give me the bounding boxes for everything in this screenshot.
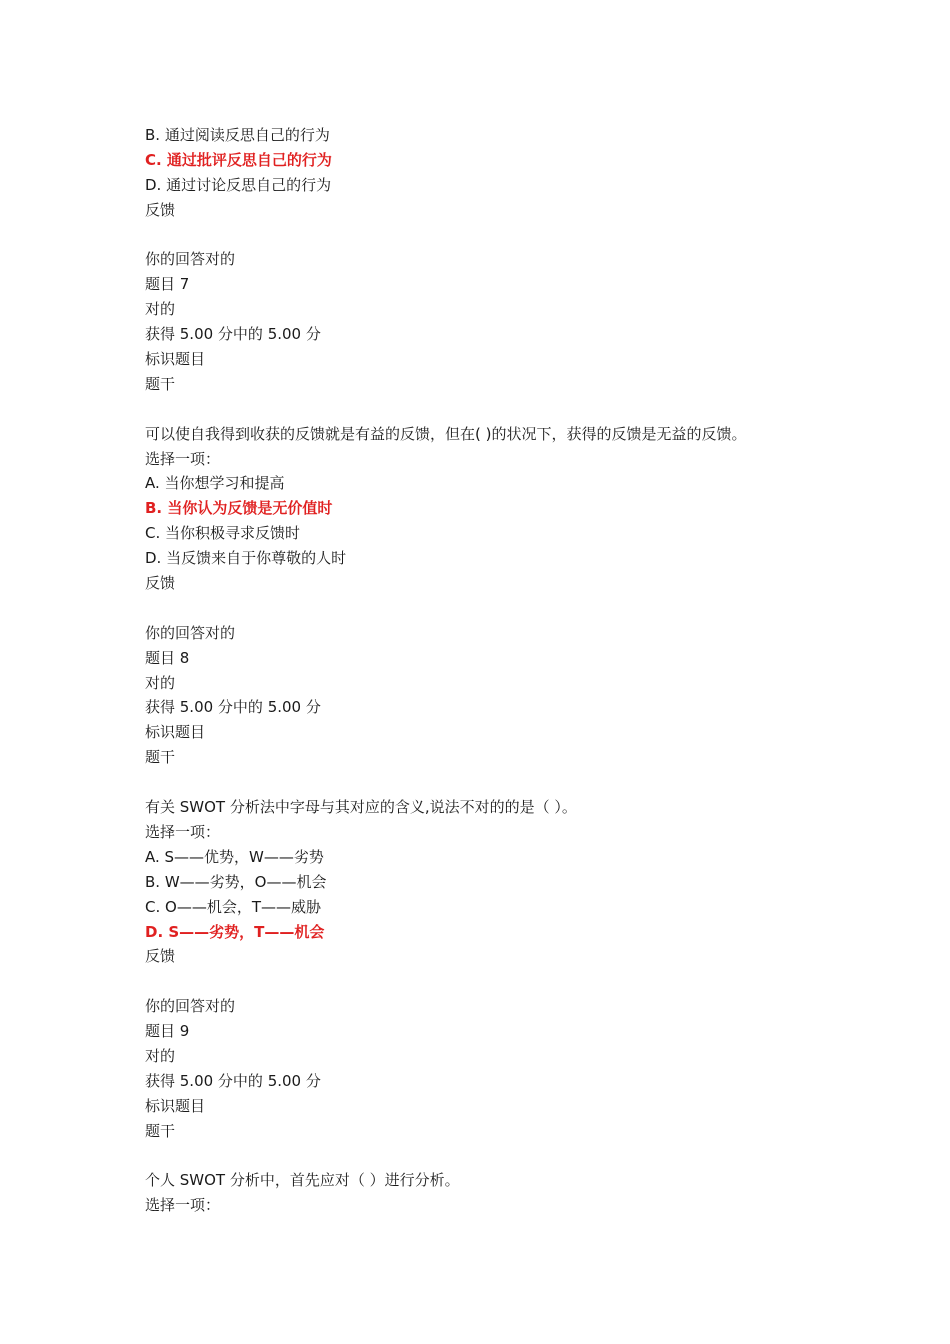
q7-status: 对的 — [145, 300, 176, 319]
q7-option-d: D. 当反馈来自于你尊敬的人时 — [145, 549, 347, 568]
q8-feedback-text: 你的回答对的 — [145, 997, 236, 1016]
q8-option-a: A. S——优势，W——劣势 — [145, 847, 324, 866]
q7-option-a: A. 当你想学习和提高 — [145, 474, 285, 493]
q9-flag-question: 标识题目 — [145, 1096, 206, 1115]
q8-score: 获得 5.00 分中的 5.00 分 — [145, 698, 321, 717]
q7-flag-question: 标识题目 — [145, 350, 206, 369]
spacer — [145, 223, 845, 248]
q9-stem-label: 题干 — [145, 1121, 176, 1140]
q8-flag-question: 标识题目 — [145, 723, 206, 742]
q7-stem: 可以使自我得到收获的反馈就是有益的反馈，但在( )的状况下，获得的反馈是无益的反馈。 — [145, 424, 747, 443]
q7-feedback-label: 反馈 — [145, 574, 176, 593]
q9-prompt: 选择一项： — [145, 1196, 221, 1215]
spacer — [145, 969, 845, 994]
q8-prompt: 选择一项： — [145, 822, 221, 841]
spacer — [145, 397, 845, 422]
q8-option-d-correct: D. S——劣势，T——机会 — [145, 922, 325, 941]
q8-option-b: B. W——劣势，O——机会 — [145, 872, 327, 891]
q9-status: 对的 — [145, 1046, 176, 1065]
q9-score: 获得 5.00 分中的 5.00 分 — [145, 1071, 321, 1090]
q9-number: 题目 9 — [145, 1022, 190, 1041]
q7-option-b-correct: B. 当你认为反馈是无价值时 — [145, 499, 333, 518]
q8-option-c: C. O——机会，T——威胁 — [145, 897, 321, 916]
spacer — [145, 596, 845, 621]
spacer — [145, 1144, 845, 1169]
q6-option-b: B. 通过阅读反思自己的行为 — [145, 126, 330, 144]
quiz-review-content — [145, 123, 845, 1218]
q8-number: 题目 8 — [145, 648, 190, 667]
q8-stem: 有关 SWOT 分析法中字母与其对应的含义,说法不对的的是（ ）。 — [145, 798, 577, 817]
q8-feedback-label: 反馈 — [145, 947, 176, 966]
q7-score: 获得 5.00 分中的 5.00 分 — [145, 325, 321, 344]
q7-stem-label: 题干 — [145, 374, 176, 393]
q9-stem: 个人 SWOT 分析中，首先应对（ ）进行分析。 — [145, 1171, 460, 1190]
spacer — [145, 770, 845, 795]
q8-stem-label: 题干 — [145, 748, 176, 767]
q6-option-c-correct: C. 通过批评反思自己的行为 — [145, 150, 332, 169]
q6-option-d: D. 通过讨论反思自己的行为 — [145, 175, 332, 194]
q7-number: 题目 7 — [145, 275, 190, 294]
q7-prompt: 选择一项： — [145, 449, 221, 468]
q6-feedback-label: 反馈 — [145, 200, 176, 219]
q7-feedback-text: 你的回答对的 — [145, 623, 236, 642]
q8-status: 对的 — [145, 673, 176, 692]
q6-feedback-text: 你的回答对的 — [145, 250, 236, 269]
q7-option-c: C. 当你积极寻求反馈时 — [145, 524, 301, 543]
